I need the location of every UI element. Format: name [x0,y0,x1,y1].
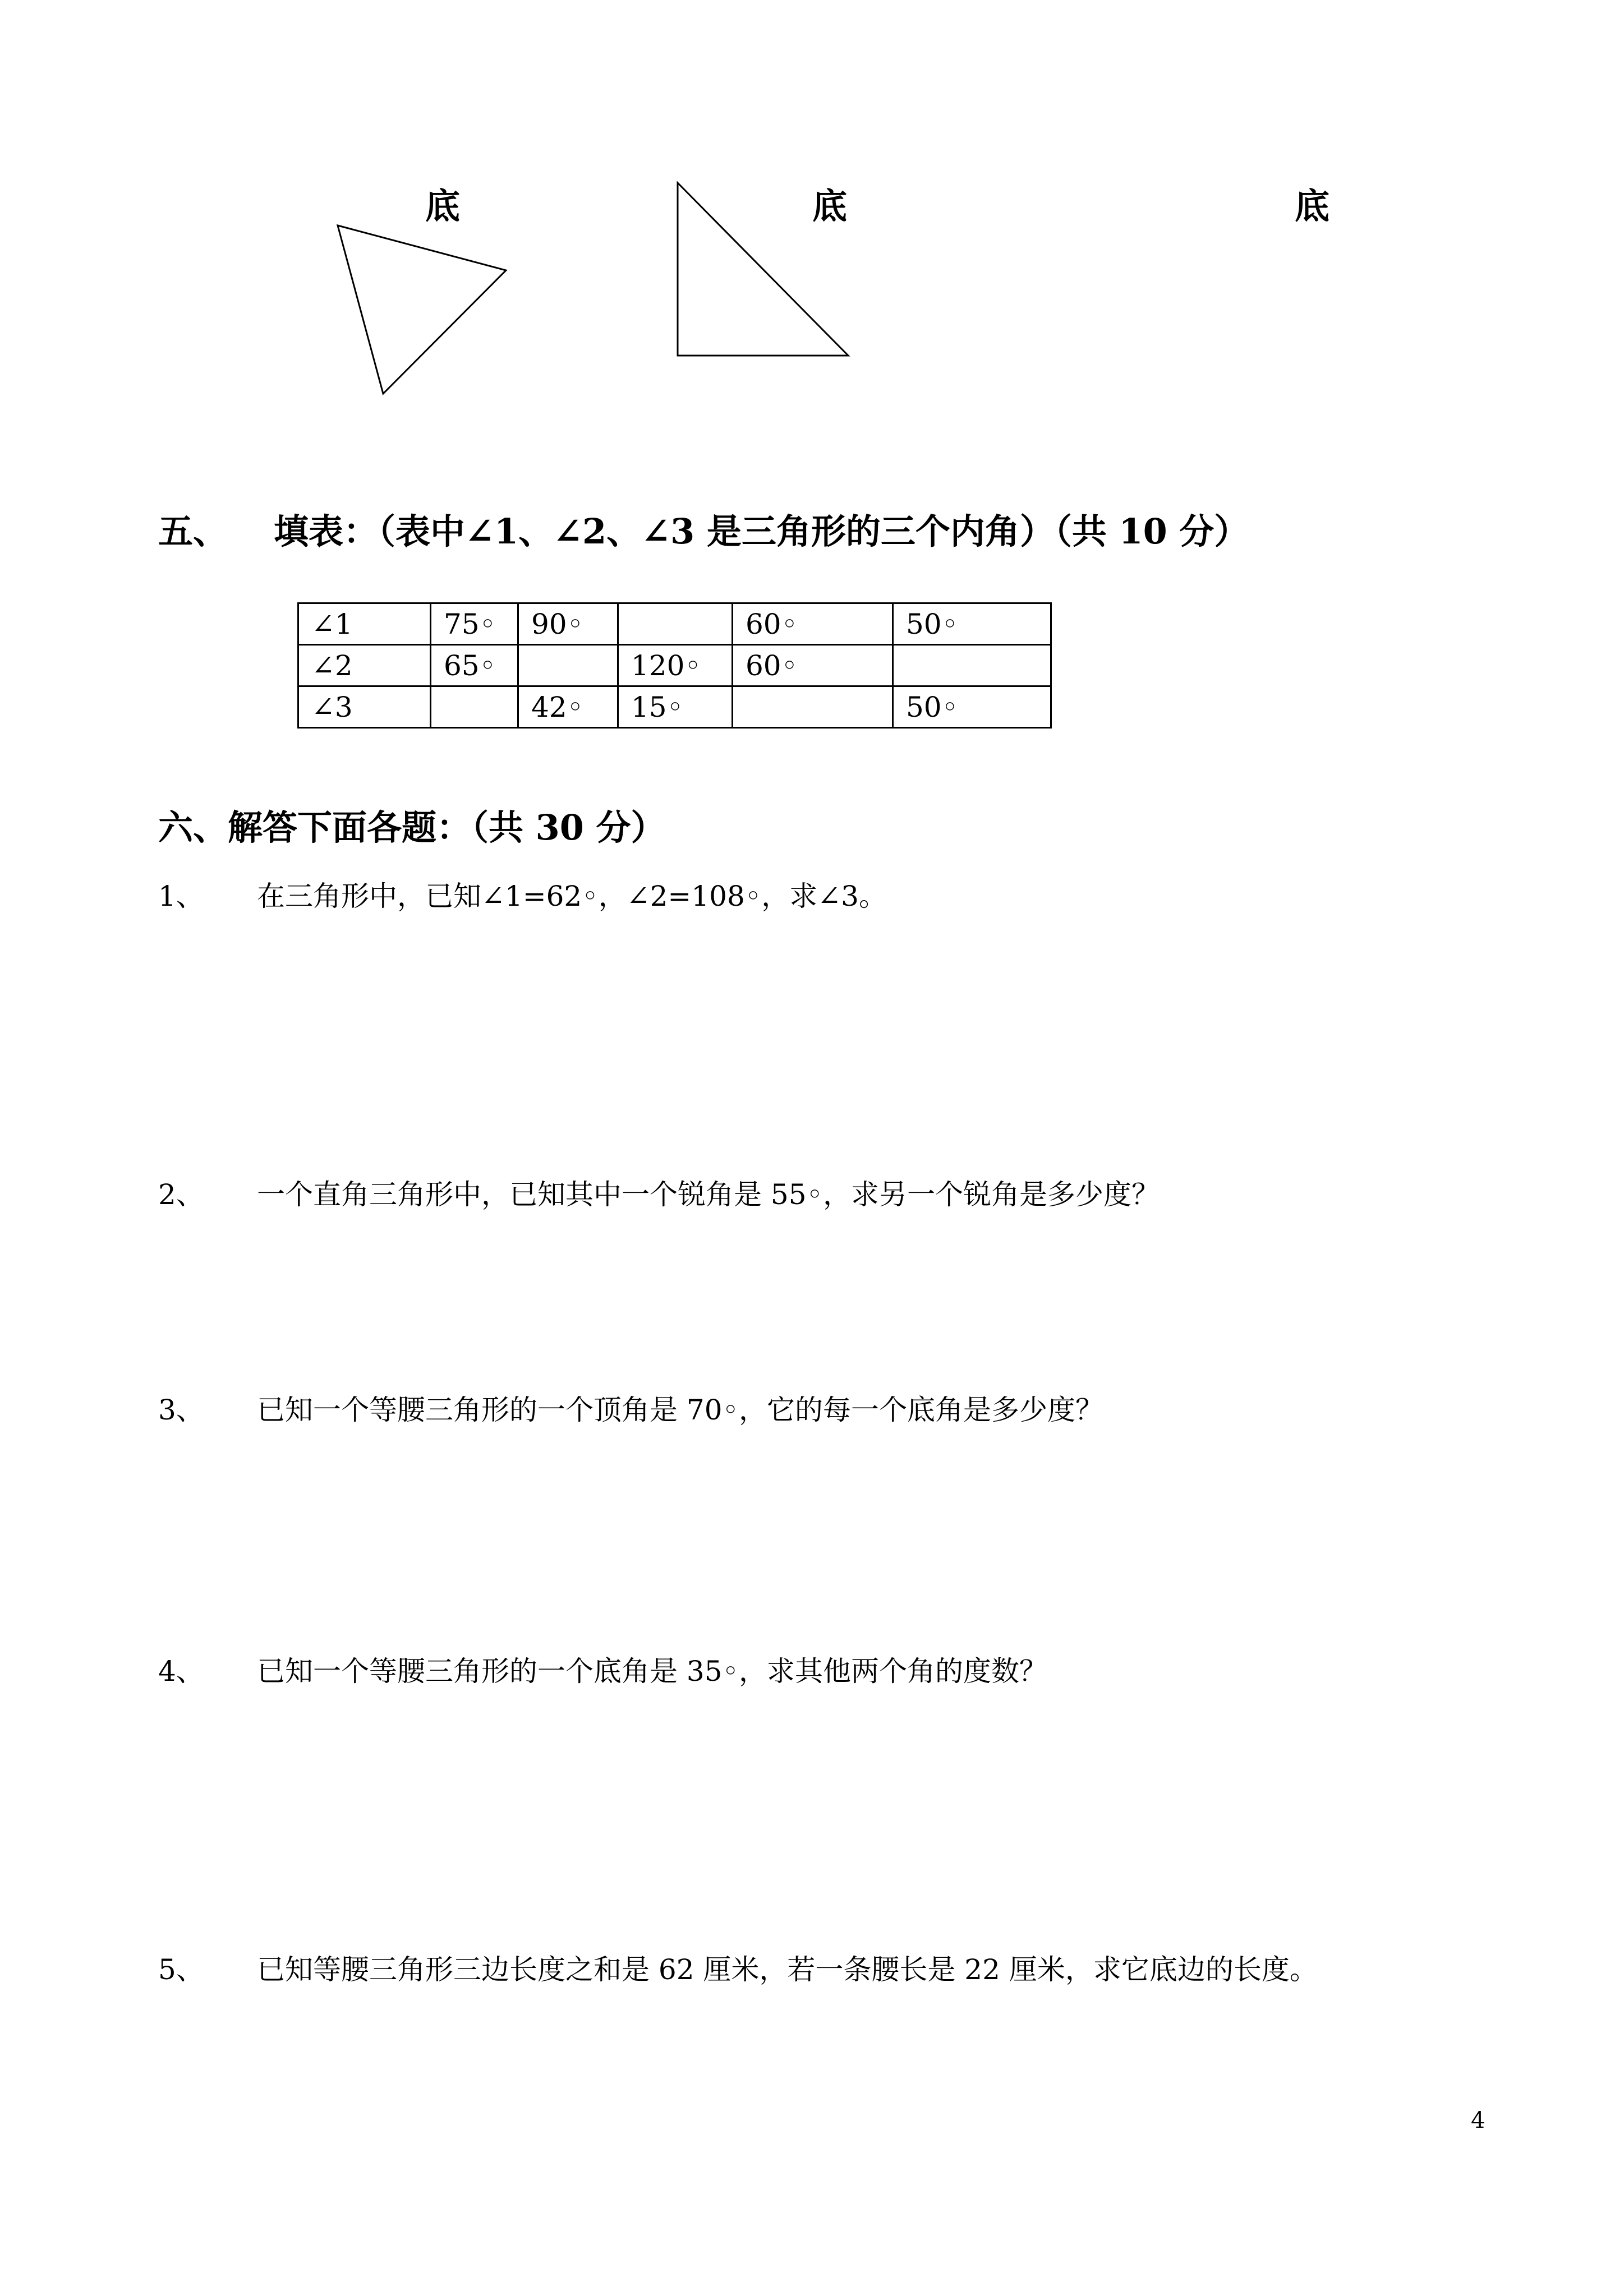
base-label-3: 底 [1295,186,1330,227]
base-label-2: 底 [812,186,848,227]
table-cell: 42◦ [518,686,618,728]
table-cell [518,645,618,686]
table-cell: ∠2 [298,645,431,686]
table-cell: 60◦ [733,603,893,645]
question-3-text: 已知一个等腰三角形的一个顶角是 70◦，它的每一个底角是多少度？ [257,1394,1104,1426]
question-1-text: 在三角形中，已知∠1=62◦，∠2=108◦，求∠3。 [257,880,887,912]
table-cell: ∠3 [298,686,431,728]
question-4-text: 已知一个等腰三角形的一个底角是 35◦，求其他两个角的度数？ [257,1655,1048,1688]
section6-title: 六、解答下面各题：（共 30 分） [158,807,666,848]
table-cell: 50◦ [893,686,1051,728]
table-cell [893,645,1051,686]
section5-title: 填表：（表中∠1、∠2、∠3 是三角形的三个内角）（共 10 分） [274,511,1249,552]
triangle-right [678,183,848,356]
table-cell: 90◦ [518,603,618,645]
table-cell: 15◦ [618,686,733,728]
question-2-number: 2、 [158,1178,204,1211]
table-row [298,686,1051,728]
question-4-number: 4、 [158,1655,204,1688]
table-row [298,603,1051,645]
table-cell [431,686,518,728]
triangle-acute [338,225,506,394]
table-cell: ∠1 [298,603,431,645]
table-cell [733,686,893,728]
page-number: 4 [1471,2108,1485,2133]
question-5-text: 已知等腰三角形三边长度之和是 62 厘米，若一条腰长是 22 厘米，求它底边的长度。 [257,1953,1318,1986]
section5-number: 五、 [158,511,228,552]
table-cell: 60◦ [733,645,893,686]
angle-table [297,602,1052,729]
question-5-number: 5、 [158,1953,204,1986]
question-3-number: 3、 [158,1394,204,1426]
base-label-1: 底 [425,186,461,227]
table-cell: 75◦ [431,603,518,645]
table-cell [618,603,733,645]
table-cell: 120◦ [618,645,733,686]
table-cell: 65◦ [431,645,518,686]
triangle-figures [0,0,1624,449]
table-cell: 50◦ [893,603,1051,645]
question-2-text: 一个直角三角形中，已知其中一个锐角是 55◦，求另一个锐角是多少度？ [257,1178,1160,1211]
table-row [298,645,1051,686]
question-1-number: 1、 [158,880,204,912]
